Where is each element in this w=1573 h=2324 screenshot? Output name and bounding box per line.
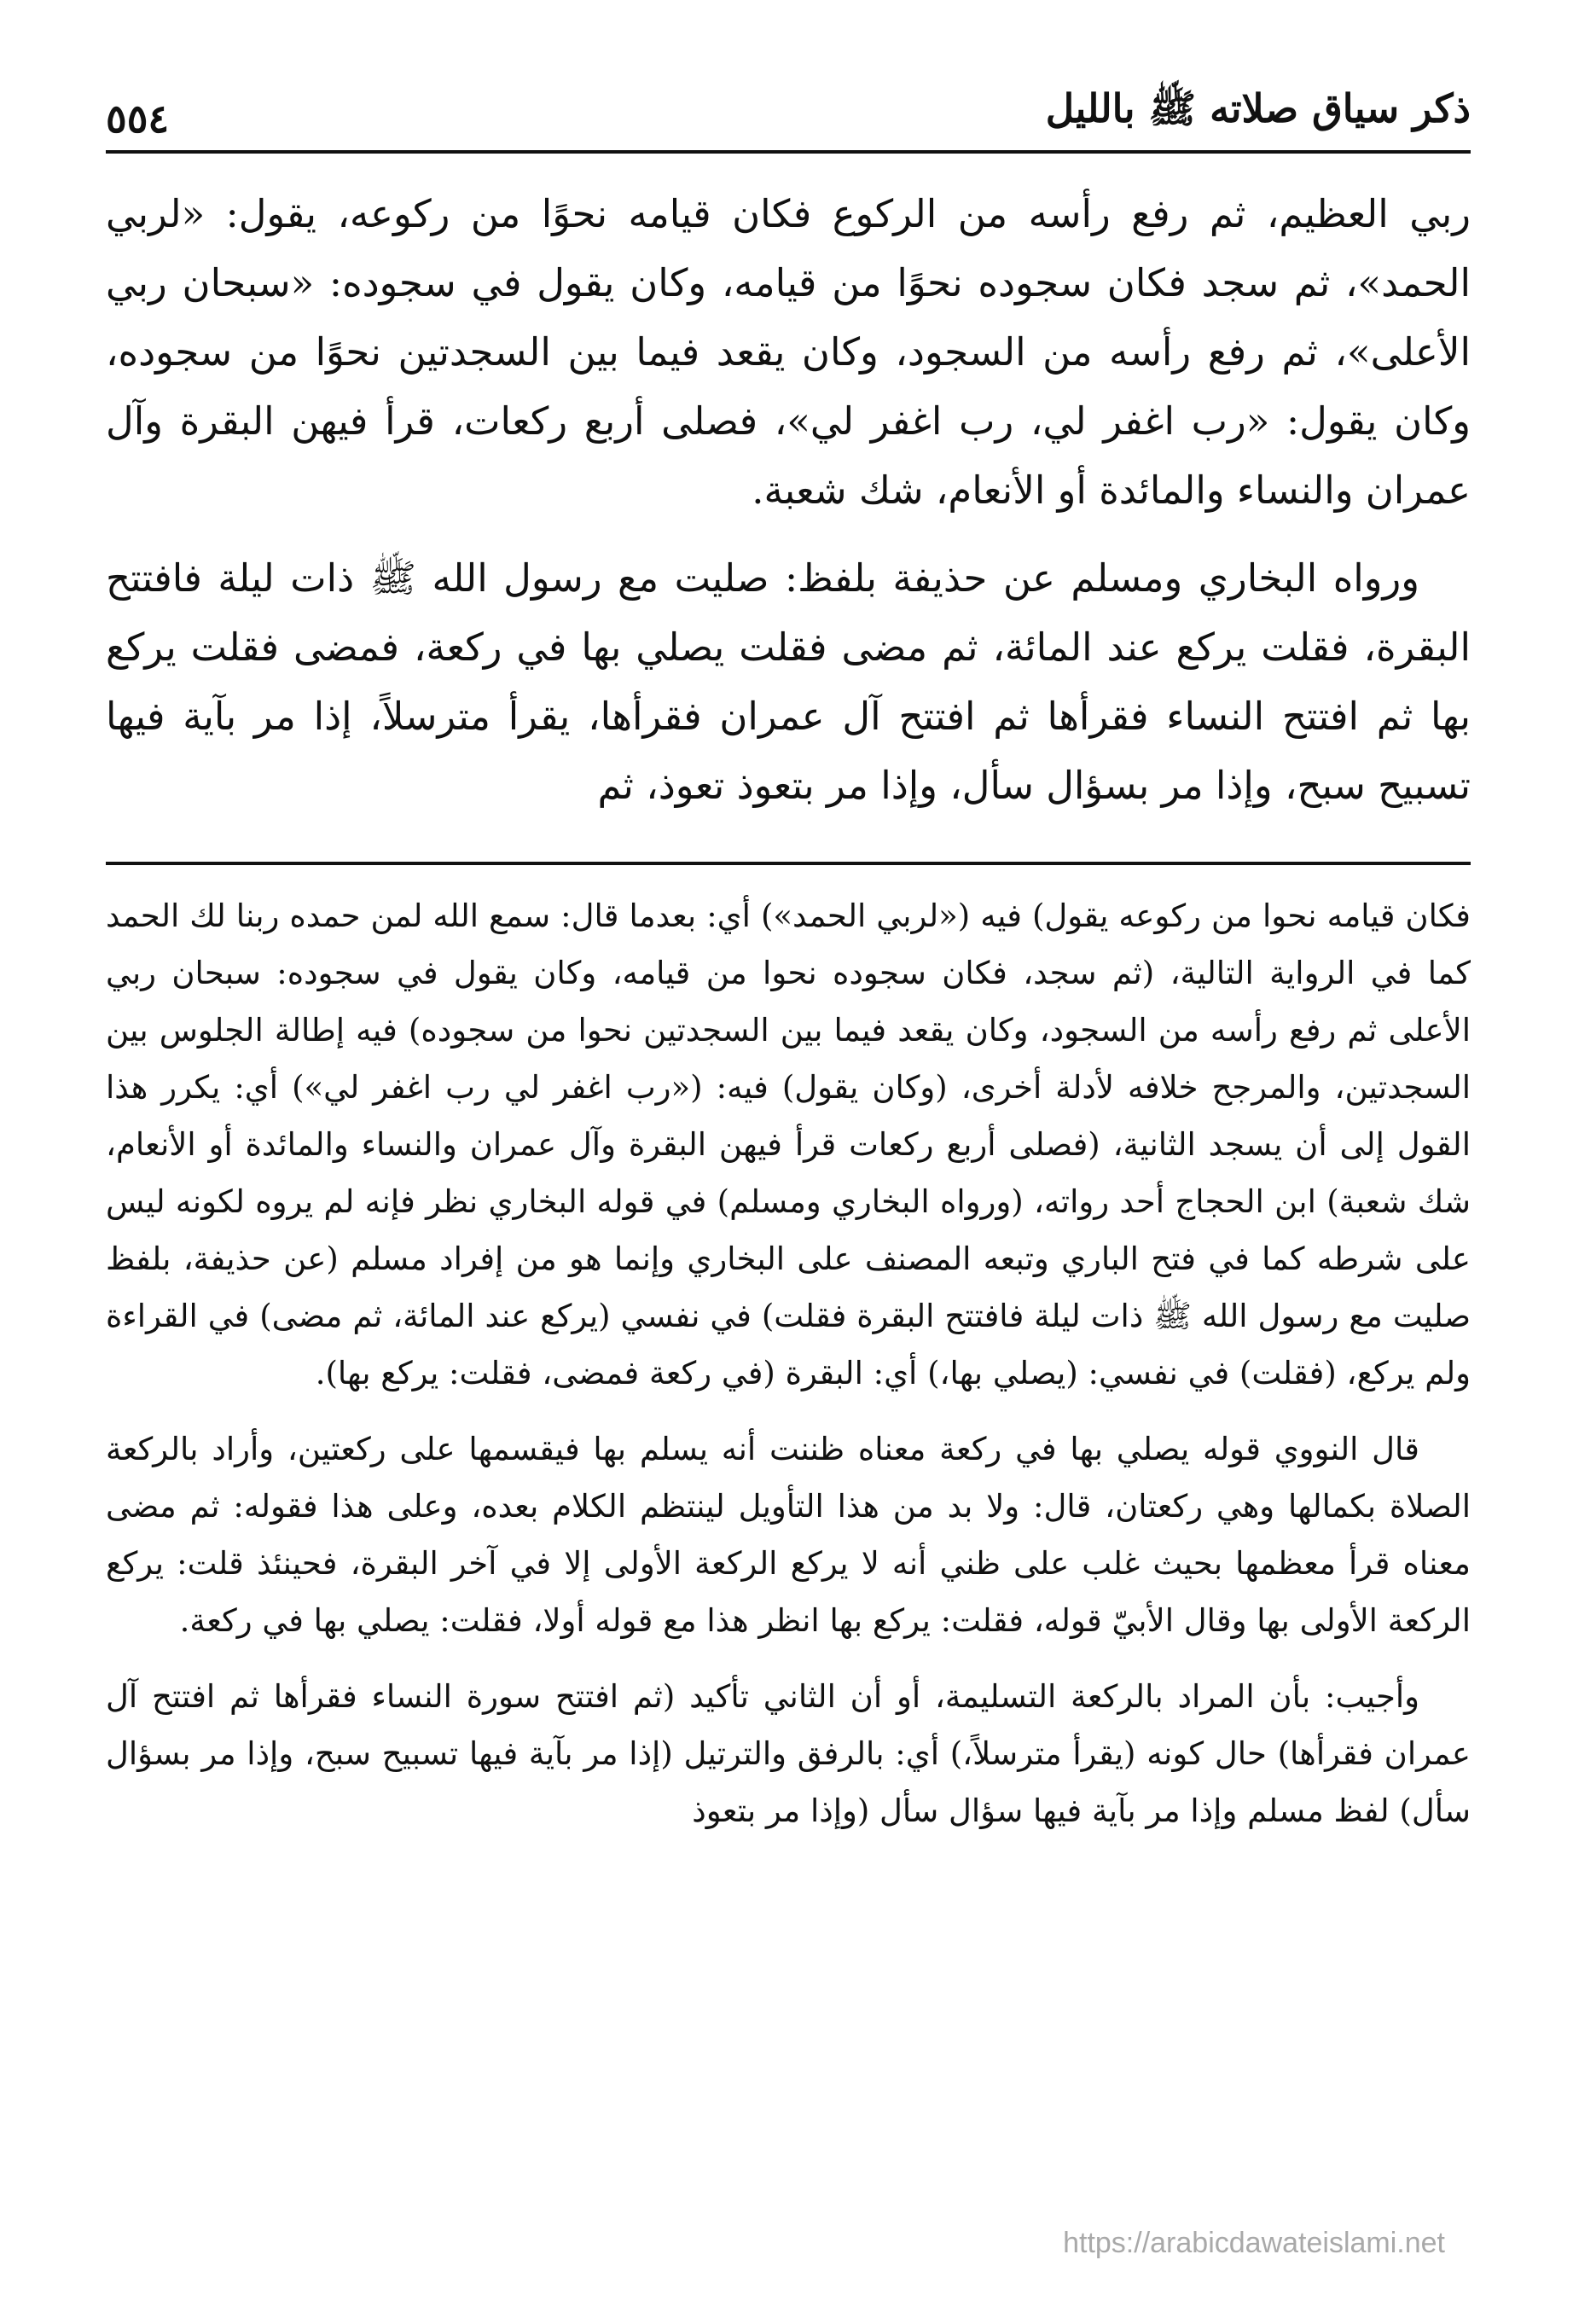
- divider-rule: [106, 862, 1471, 865]
- page-header: [106, 75, 1471, 154]
- main-text: [106, 179, 1471, 839]
- running-title: ذكر سياق صلاته ﷺ بالليل: [1045, 85, 1471, 131]
- watermark-url: https://arabicdawateislami.net: [1063, 2227, 1445, 2259]
- commentary-paragraph: فكان قيامه نحوا من ركوعه يقول) فيه («لربي الحمد») أي: بعدما قال: سمع الله لمن حمده ربنا لك الحمد كما في الرواية التالية، (ثم سجد، فكان سجوده نحوا من قيامه، وكان يقول في سجوده: سبحان ربي الأعلى ثم رفع رأسه من السجود، وكان يقعد فيما بين السجدتين نحوا من سجوده) فيه إطالة الجلوس بين السجدتين، والمرجح خلافه لأدلة أخرى، (وكان يقول) فيه: («رب اغفر لي رب اغفر لي») أي: يكرر هذا القول إلى أن يسجد الثانية، (فصلى أربع ركعات قرأ فيهن البقرة وآل عمران والنساء والمائدة أو الأنعام، شك شعبة) ابن الحجاج أحد رواته، (ورواه البخاري ومسلم) في قوله البخاري نظر فإنه لم يروه لكونه ليس على شرطه كما في فتح الباري وتبعه المصنف على البخاري وإنما هو من إفراد مسلم (عن حذيفة، بلفظ صليت مع رسول الله ﷺ ذات ليلة فافتتح البقرة فقلت) في نفسي (يركع عند المائة، ثم مضى) في القراءة ولم يركع، (فقلت) في نفسي: (يصلي بها،) أي: البقرة (في ركعة فمضى، فقلت: يركع بها).: [106, 898, 1471, 1391]
- commentary-paragraph: قال النووي قوله يصلي بها في ركعة معناه ظننت أنه يسلم بها فيقسمها على ركعتين، وأراد بالركعة الصلاة بكمالها وهي ركعتان، قال: ولا بد من هذا التأويل لينتظم الكلام بعده، وعلى هذا فقوله: ثم مضى معناه قرأ معظمها بحيث غلب على ظني أنه لا يركع الركعة الأولى إلا في آخر البقرة، فحينئذ قلت: يركع الركعة الأولى بها وقال الأبيّ قوله، فقلت: يركع بها انظر هذا مع قوله أولا، فقلت: يصلي بها في ركعة.: [106, 1431, 1471, 1639]
- commentary-paragraph: وأجيب: بأن المراد بالركعة التسليمة، أو أن الثاني تأكيد (ثم افتتح سورة النساء فقرأها ثم افتتح آل عمران فقرأها) حال كونه (يقرأ مترسلاً،) أي: بالرفق والترتيل (إذا مر بآية فيها تسبيح سبح، وإذا مر بسؤال سأل) لفظ مسلم وإذا مر بآية فيها سؤال سأل (وإذا مر بتعوذ: [106, 1678, 1471, 1829]
- commentary-section: [106, 887, 1471, 1858]
- main-paragraph: ورواه البخاري ومسلم عن حذيفة بلفظ: صليت مع رسول الله ﷺ ذات ليلة فافتتح البقرة، فقلت يركع عند المائة، ثم مضى فقلت يصلي بها في ركعة، فمضى فقلت يركع بها ثم افتتح النساء فقرأها ثم افتتح آل عمران فقرأها، يقرأ مترسلاً، إذا مر بآية فيها تسبيح سبح، وإذا مر بسؤال سأل، وإذا مر بتعوذ تعوذ، ثم: [106, 555, 1471, 808]
- main-paragraph: ربي العظيم، ثم رفع رأسه من الركوع فكان قيامه نحوًا من ركوعه، يقول: «لربي الحمد»، ثم سجد فكان سجوده نحوًا من قيامه، وكان يقول في سجوده: «سبحان ربي الأعلى»، ثم رفع رأسه من السجود، وكان يقعد فيما بين السجدتين نحوًا من سجوده، وكان يقول: «رب اغفر لي، رب اغفر لي»، فصلى أربع ركعات، قرأ فيهن البقرة وآل عمران والنساء والمائدة أو الأنعام، شك شعبة.: [106, 191, 1471, 513]
- page-number: ٥٥٤: [106, 96, 170, 142]
